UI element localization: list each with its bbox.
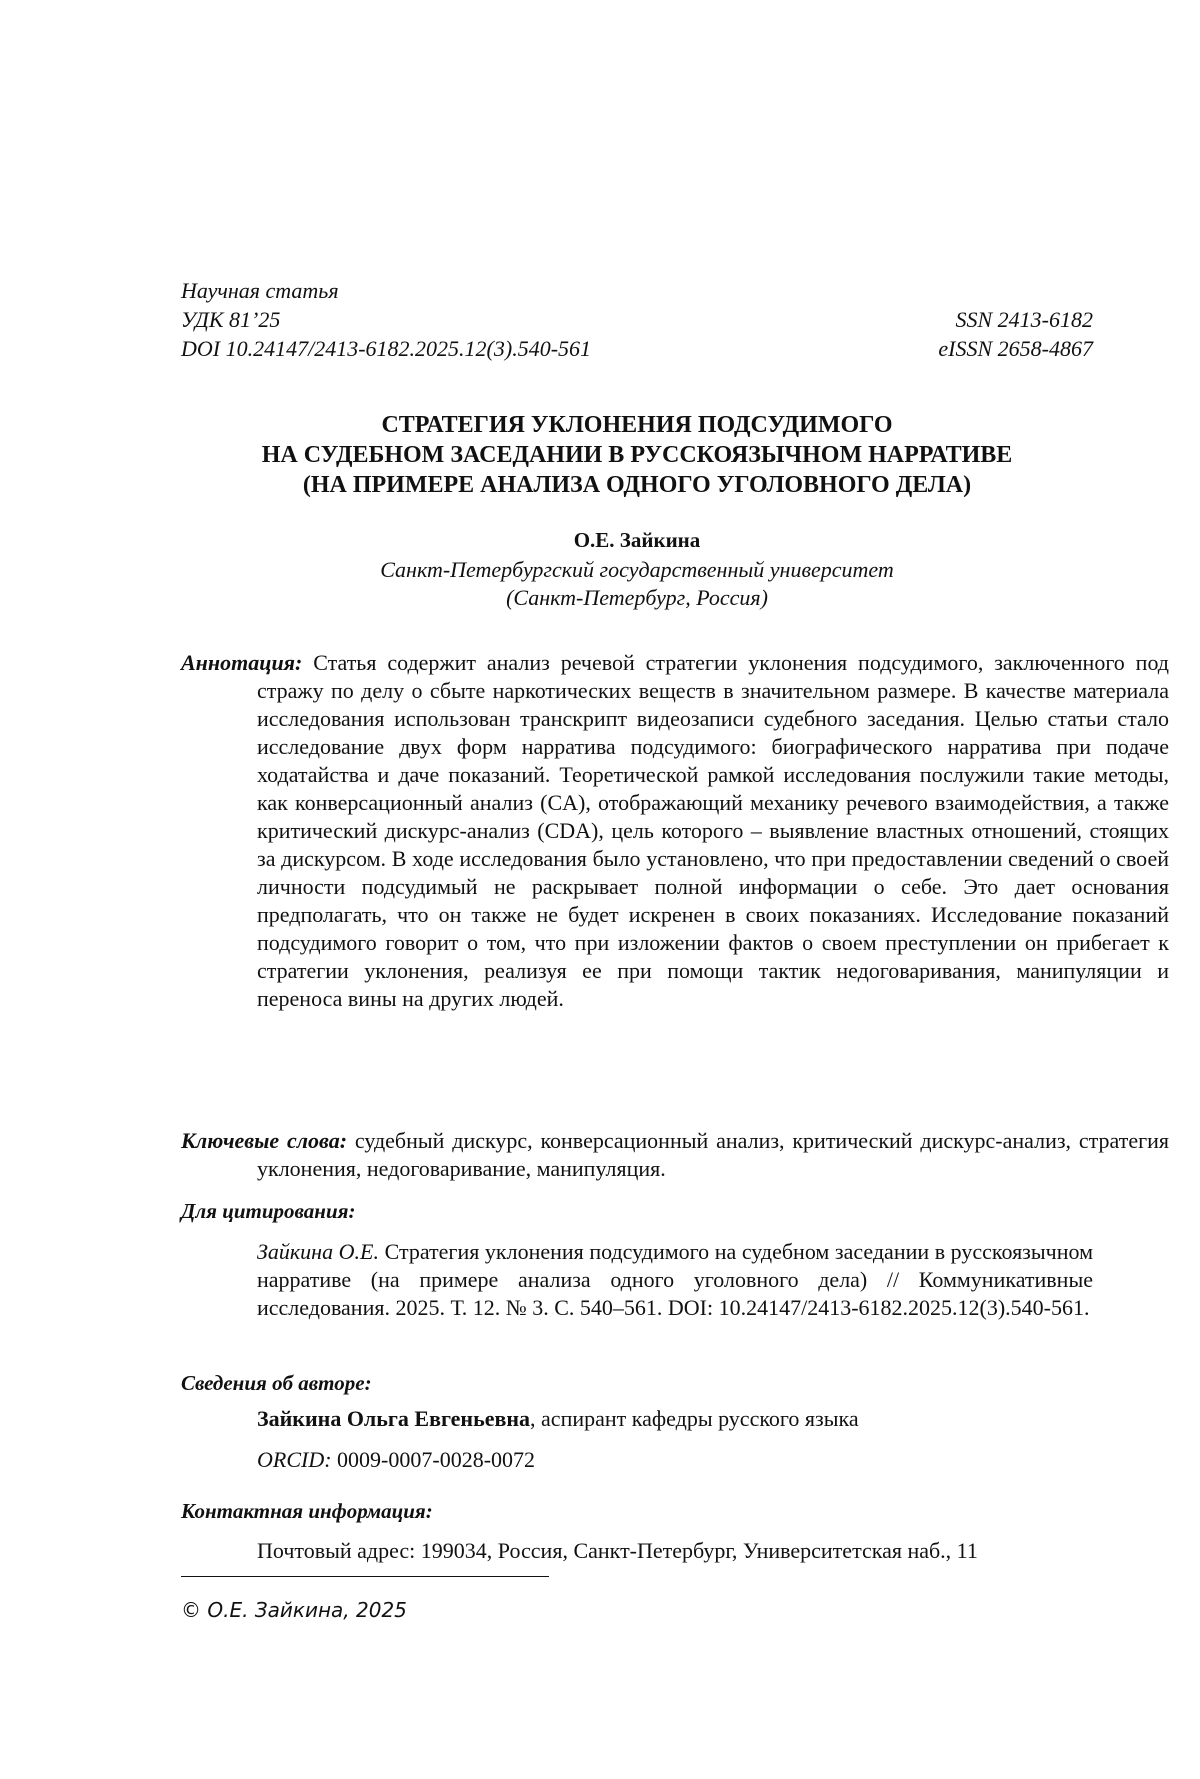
- affiliation-university: Санкт-Петербургский государственный университет: [380, 557, 894, 582]
- footnote-divider: [181, 1576, 549, 1577]
- title-line-3: (НА ПРИМЕРЕ АНАЛИЗА ОДНОГО УГОЛОВНОГО ДЕЛА): [302, 472, 972, 498]
- copyright: © О.Е. Зайкина, 2025: [181, 1598, 407, 1622]
- orcid-label: ORCID:: [257, 1447, 332, 1472]
- author-affiliation: [181, 556, 1093, 612]
- citation-heading: Для цитирования:: [181, 1199, 356, 1223]
- title-line-1: СТРАТЕГИЯ УКЛОНЕНИЯ ПОДСУДИМОГО: [381, 412, 893, 438]
- eissn: eISSN 2658-4867: [938, 336, 1093, 361]
- citation-text: Стратегия уклонения подсудимого на судебном заседании в русскоязычном нарративе (на примере анализа одного уголовного дела) // Коммуникативные исследования. 2025. Т. 12. № 3. С. 540–561. DOI: 10.24147/2413-6182.2025.12(3).540-561.: [257, 1239, 1093, 1320]
- article-meta: [181, 276, 1093, 363]
- citation: [257, 1238, 1093, 1322]
- article-type: Научная статья: [181, 278, 339, 303]
- contact-heading: Контактная информация:: [181, 1499, 433, 1523]
- title-line-2: НА СУДЕБНОМ ЗАСЕДАНИИ В РУССКОЯЗЫЧНОМ НАРРАТИВЕ: [261, 442, 1013, 468]
- citation-author: Зайкина О.Е.: [257, 1239, 379, 1264]
- author-info: [257, 1405, 1093, 1433]
- author-full-name: Зайкина Ольга Евгеньевна: [257, 1406, 531, 1431]
- meta-row-doi: [181, 334, 1093, 363]
- author-name: О.Е. Зайкина: [573, 528, 701, 552]
- keywords-label: Ключевые слова:: [181, 1128, 348, 1153]
- abstract: [181, 649, 1169, 1013]
- contact-address: Почтовый адрес: 199034, Россия, Санкт-Петербург, Университетская наб., 11: [257, 1538, 978, 1563]
- author-info-heading: Сведения об авторе:: [181, 1371, 372, 1395]
- issn: SSN 2413-6182: [955, 307, 1093, 332]
- orcid-value: 0009-0007-0028-0072: [337, 1447, 536, 1472]
- abstract-label: Аннотация:: [181, 650, 303, 675]
- keywords: [181, 1127, 1169, 1183]
- udk: УДК 81’25: [181, 307, 281, 332]
- affiliation-location: (Санкт-Петербург, Россия): [506, 585, 768, 610]
- orcid: [257, 1446, 1093, 1474]
- article-title: [181, 410, 1093, 500]
- abstract-text: Статья содержит анализ речевой стратегии уклонения подсудимого, заключенного под стражу по делу о сбыте наркотических веществ в значительном размере. В качестве материала исследования использован транскрипт видеозаписи судебного заседания. Целью статьи стало исследование двух форм нарратива подсудимого: биографического нарратива при подаче ходатайства и даче показаний. Теоретической рамкой исследования послужили такие методы, как конверсационный анализ (CA), отображающий механику речевого взаимодействия, а также критический дискурс-анализ (CDA), цель которого – выявление властных отношений, стоящих за дискурсом. В ходе исследования было установлено, что при предоставлении сведений о своей личности подсудимый не раскрывает полной информации о себе. Это дает основания предполагать, что он также не будет искренен в своих показаниях. Исследование показаний подсудимого говорит о том, что при изложении фактов о своем преступлении он прибегает к стратегии уклонения, реализуя ее при помощи тактик недоговаривания, манипуляции и переноса вины на других людей.: [257, 650, 1170, 1011]
- meta-row-udk: [181, 305, 1093, 334]
- doi: DOI 10.24147/2413-6182.2025.12(3).540-561: [181, 336, 592, 361]
- author-position: , аспирант кафедры русского языка: [530, 1406, 859, 1431]
- keywords-text: судебный дискурс, конверсационный анализ, критический дискурс-анализ, стратегия уклонения, недоговаривание, манипуляция.: [257, 1128, 1170, 1181]
